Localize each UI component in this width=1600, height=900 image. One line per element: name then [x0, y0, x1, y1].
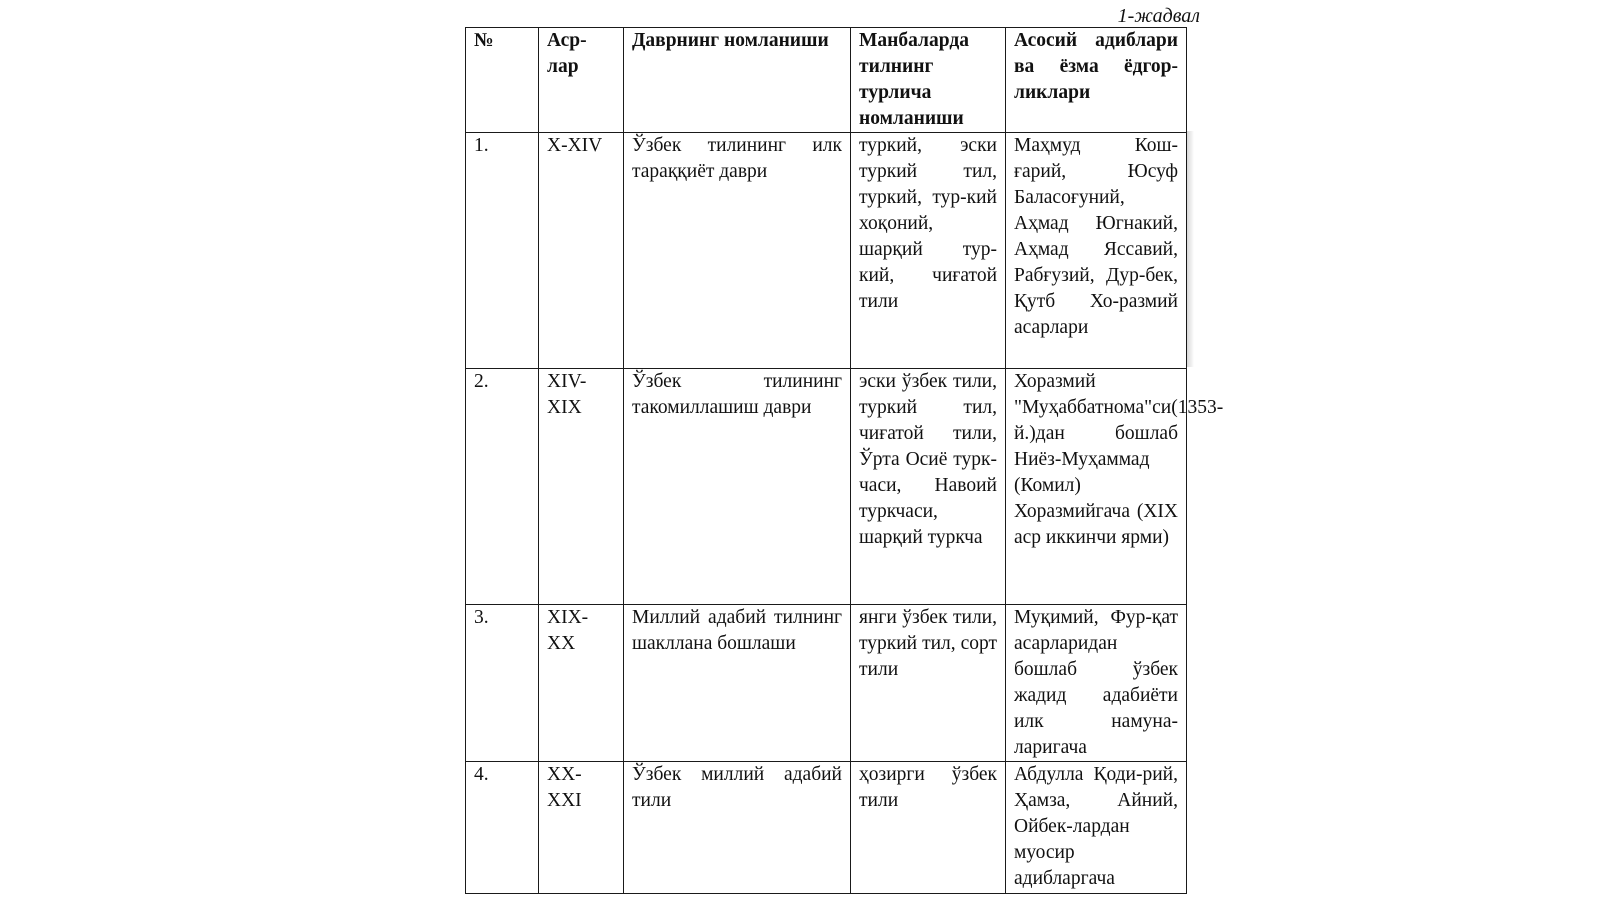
table-row [466, 133, 1187, 369]
cell-centuries: XX-XXI [539, 762, 624, 894]
cell-language-names: эски ўзбек тили, туркий тил, чиғатой тили, Ўрта Осиё турк-часи, Навоий туркчаси, шарқий туркча [851, 369, 1006, 605]
header-number: № [466, 28, 539, 133]
uzbek-language-periods-table [465, 27, 1224, 894]
header-authors-works: Асосий адиблари ва ёзма ёдгор-ликлари [1006, 28, 1187, 133]
cell-authors-works: Муқимий, Фур-қат асарларидан бошлаб ўзбек жадид адабиёти илк намуна-ларигача [1006, 605, 1187, 762]
cell-centuries: XIX-XX [539, 605, 624, 762]
cell-number: 2. [466, 369, 539, 605]
cell-centuries: X-XIV [539, 133, 624, 369]
header-language-names: Манбаларда тилнинг турлича номланиши [851, 28, 1006, 133]
cell-number: 4. [466, 762, 539, 894]
cell-language-names: янги ўзбек тили, туркий тил, сорт тили [851, 605, 1006, 762]
cell-authors-works: Хоразмий "Муҳаббатнома"си(1353-й.)дан бошлаб Ниёз-Муҳаммад (Комил) Хоразмийгача (XIX аср иккинчи ярми) [1006, 369, 1187, 605]
scan-shadow [1186, 131, 1194, 367]
cell-authors-works: Абдулла Қоди-рий, Ҳамза, Айний, Ойбек-лардан муосир адибларгача [1006, 762, 1187, 894]
cell-number: 1. [466, 133, 539, 369]
table-header-row [466, 28, 1187, 133]
cell-language-names: туркий, эски туркий тил, туркий, тур-кий хоқоний, шарқий тур-кий, чиғатой тили [851, 133, 1006, 369]
cell-language-names: ҳозирги ўзбек тили [851, 762, 1006, 894]
cell-period-name: Ўзбек тилининг такомиллашиш даври [624, 369, 851, 605]
cell-period-name: Миллий адабий тилнинг шакллана бошлаши [624, 605, 851, 762]
cell-authors-works: Маҳмуд Кош-ғарий, Юсуф Баласоғуний, Аҳмад Югнакий, Аҳмад Яссавий, Рабғузий, Дур-бек, Қутб Хо-размий асарлари [1006, 133, 1187, 369]
table-row [466, 605, 1187, 762]
cell-period-name: Ўзбек миллий адабий тили [624, 762, 851, 894]
table-row [466, 369, 1187, 605]
table-caption: 1-жадвал [1117, 5, 1200, 27]
cell-number: 3. [466, 605, 539, 762]
cell-centuries: XIV-XIX [539, 369, 624, 605]
table-row [466, 762, 1187, 894]
cell-period-name: Ўзбек тилининг илк тараққиёт даври [624, 133, 851, 369]
header-period-name: Даврнинг номланиши [624, 28, 851, 133]
header-centuries: Аср-лар [539, 28, 624, 133]
